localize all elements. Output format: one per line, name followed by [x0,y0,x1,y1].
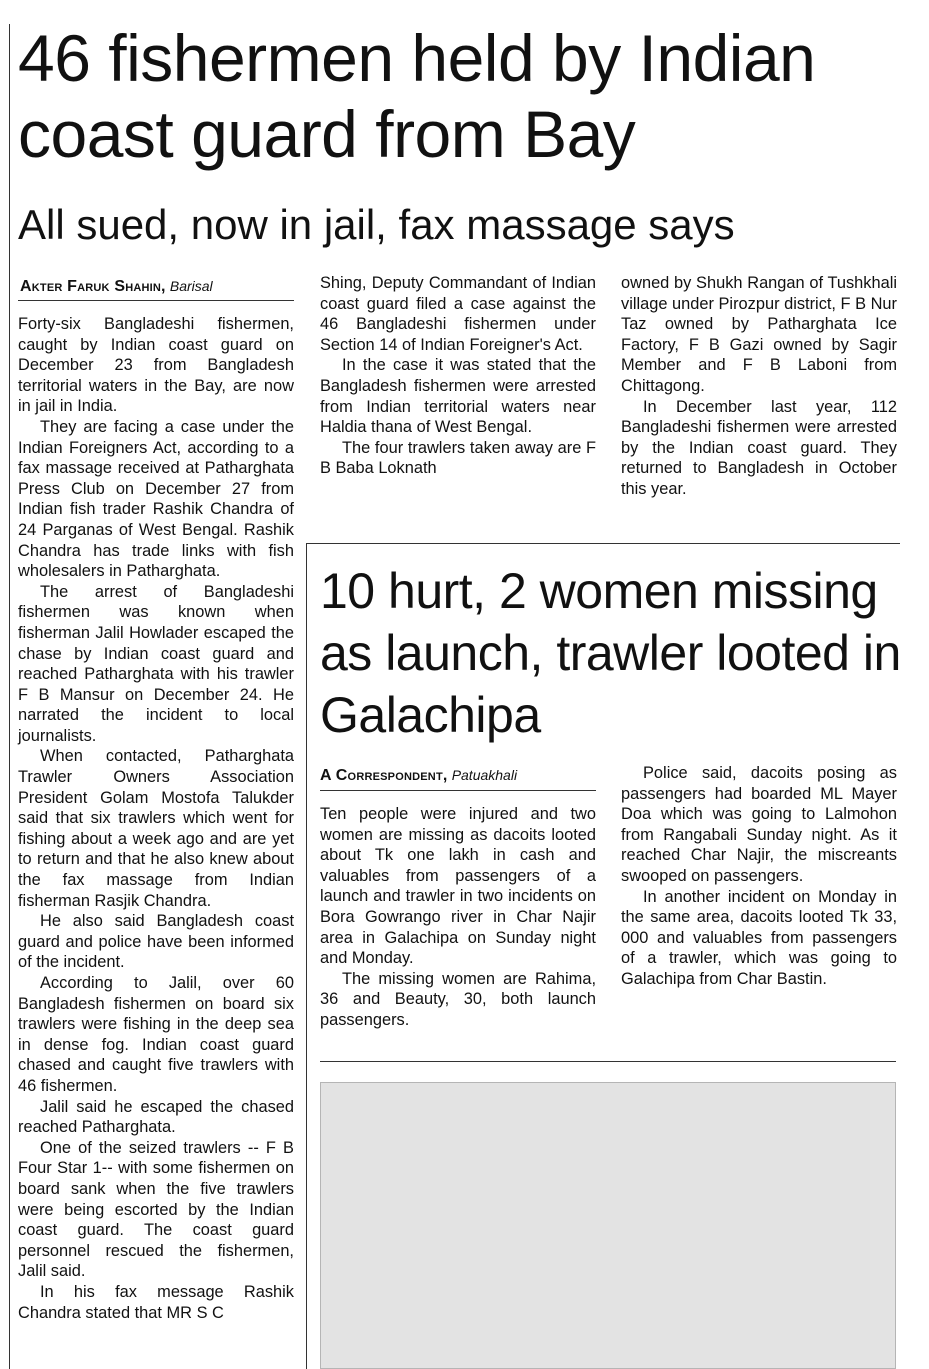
paragraph: In his fax message Rashik Chandra stated that MR S C [18,1282,294,1322]
byline-underline [18,300,294,301]
byline-author: Akter Faruk Shahin, [20,278,166,295]
paragraph: Police said, dacoits posing as passengers had boarded ML Mayer Doa which was going to Lalmohon from Rangabali Sunday night. As it reached Char Najir, the miscreants swooped on passengers. [621,764,897,885]
paragraph: In December last year, 112 Bangladeshi fishermen were arrested by the Indian coast guard. They returned to Bangladesh in October this year. [621,397,897,498]
byline-author: A Correspondent, [320,767,448,784]
story-separator-rule [306,543,900,544]
paragraph: The missing women are Rahima, 36 and Beauty, 30, both launch passengers. [320,969,596,1029]
headline-galachipa: 10 hurt, 2 women missing as launch, trawler looted in Galachipa [320,563,901,743]
paragraph: One of the seized trawlers -- F B Four Star 1-- with some fishermen on board sank when the five trawlers were being escorted by the Indian coast guard. The coast guard personnel rescued the fishermen, Jalil said. [18,1138,294,1281]
subheadline-fishermen: All sued, now in jail, fax massage says [18,201,735,248]
byline-location: Patuakhali [451,767,518,783]
paragraph: In another incident on Monday in the same area, dacoits looted Tk 33, 000 and valuables from passengers of a trawler, which was going to Galachipa from Char Bastin. [621,887,897,988]
story1-column-1 [18,314,294,1323]
paragraph: They are facing a case under the Indian Foreigners Act, according to a fax massage received at Patharghata Press Club on December 27 from Indian fish trader Rashik Chandra of 24 Parganas of West Bengal. Rashik Chandra has trade links with fish wholesalers in Patharghata. [18,417,294,581]
byline-galachipa [320,765,517,786]
paragraph: He also said Bangladesh coast guard and police have been informed of the incident. [18,912,294,972]
column-gutter-rule [306,543,307,1369]
paragraph: The arrest of Bangladeshi fishermen was known when fisherman Jalil Howlader escaped the chase by Indian coast guard and reached Patharghata with his trawler F B Mansur on December 24. He narrated the incident to local journalists. [18,582,294,745]
left-margin-rule [9,24,10,1369]
paragraph: The four trawlers taken away are F B Baba Loknath [320,438,596,478]
paragraph: Shing, Deputy Commandant of Indian coast guard filed a case against the 46 Bangladeshi fishermen under Section 14 of Indian Foreigner's Act. [320,274,596,354]
paragraph: Ten people were injured and two women are missing as dacoits looted about Tk one lakh in cash and valuables from passengers of a launch and trawler in two incidents on Bora Gowrango river in Char Najir area in Galachipa on Sunday night and Monday. [320,805,596,968]
headline-fishermen: 46 fishermen held by Indian coast guard from Bay [18,21,816,171]
story2-column-1 [320,804,596,1031]
story1-column-2 [320,273,596,479]
byline-location: Barisal [169,278,213,294]
photo-placeholder [320,1082,896,1369]
story2-column-2 [621,763,897,990]
paragraph: Jalil said he escaped the chased reached Patharghata. [18,1097,294,1137]
story1-column-3 [621,273,897,500]
byline-fishermen [20,276,213,297]
paragraph: When contacted, Patharghata Trawler Owners Association President Golam Mostofa Talukder said that six trawlers which went for fishing about a week ago and are yet to return and that he also knew about the fax massage from Indian fisherman Rasjik Chandra. [18,747,294,910]
paragraph: In the case it was stated that the Bangladesh fishermen were arrested from Indian territorial waters near Haldia thana of West Bengal. [320,356,596,437]
story-bottom-rule [320,1061,896,1062]
paragraph: owned by Shukh Rangan of Tushkhali village under Pirozpur district, F B Nur Taz owned by Patharghata Ice Factory, F B Gazi owned by Sagir Member and F B Laboni from Chittagong. [621,274,898,395]
paragraph: According to Jalil, over 60 Bangladesh fishermen on board six trawlers were fishing in the deep sea in dense fog. Indian coast guard chased and caught five trawlers with 46 fishermen. [18,974,294,1095]
byline-underline [320,790,596,791]
paragraph: Forty-six Bangladeshi fishermen, caught by Indian coast guard on December 23 from Bangladesh territorial waters in the Bay, are now in jail in India. [18,315,294,416]
